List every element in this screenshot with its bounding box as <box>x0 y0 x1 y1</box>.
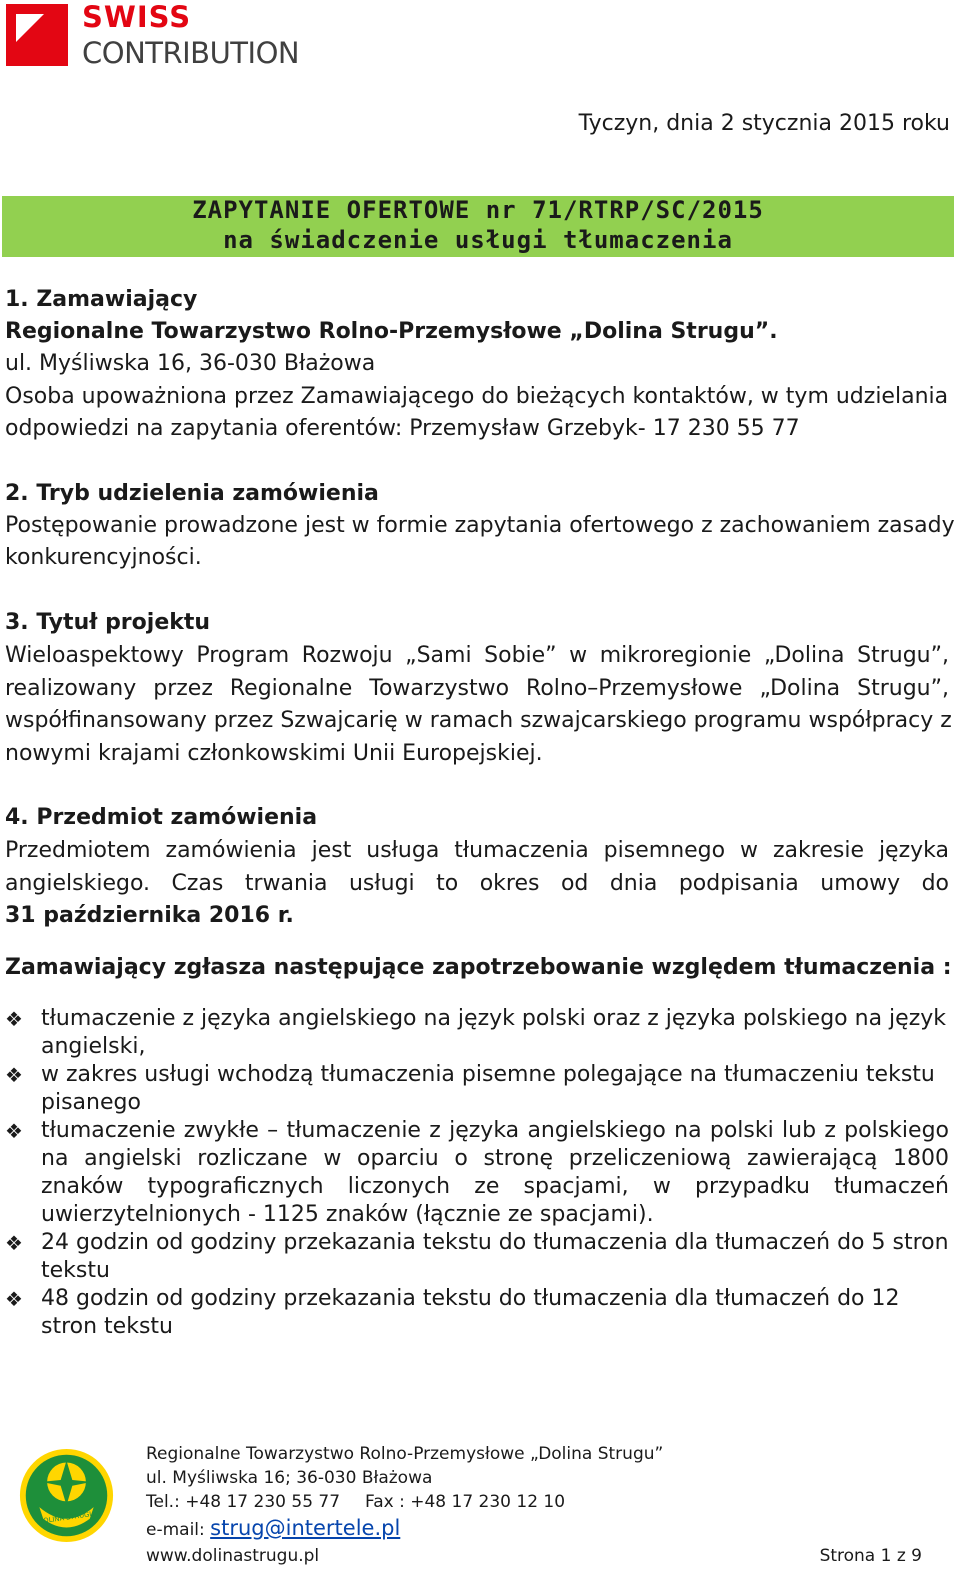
list-item <box>5 1005 949 1061</box>
list-item-text: 24 godzin od godziny przekazania tekstu do tłumaczenia dla tłumaczeń do 5 stron tekstu <box>41 1230 949 1283</box>
list-item-text: tłumaczenie zwykłe – tłumaczenie z języka angielskiego na polski lub z polskiego na angielski rozliczane w oparciu o stronę przeliczeniową zawierającą 1800 znaków typograficznych liczonych ze spacjami, w przypadku tłumaczeń uwierzytelnionych - 1125 znaków (łącznie ze spacjami). <box>41 1118 949 1227</box>
footer-address: ul. Myśliwska 16; 36-030 Błażowa <box>146 1468 433 1488</box>
list-item <box>5 1061 949 1117</box>
footer-phone: Tel.: +48 17 230 55 77 <box>146 1492 341 1512</box>
section-3-heading: 3. Tytuł projektu <box>5 610 211 635</box>
diamond-bullet-icon: ❖ <box>5 1007 23 1031</box>
diamond-bullet-icon: ❖ <box>5 1287 23 1311</box>
logo-text-swiss: SWISS <box>82 0 192 34</box>
diamond-bullet-icon: ❖ <box>5 1063 23 1087</box>
section-2-heading: 2. Tryb udzielenia zamówienia <box>5 481 379 506</box>
project-line-2: realizowany przez Regionalne Towarzystwo Rolno–Przemysłowe „Dolina Strugu”, <box>5 675 949 701</box>
document-title: ZAPYTANIE OFERTOWE nr 71/RTRP/SC/2015 <box>192 196 764 224</box>
footer-website[interactable]: www.dolinastrugu.pl <box>146 1546 320 1566</box>
list-item-text: w zakres usługi wchodzą tłumaczenia pisemne polegające na tłumaczeniu tekstu pisanego <box>41 1062 935 1115</box>
swiss-flag-icon <box>6 4 68 66</box>
list-item <box>5 1285 949 1341</box>
project-line-4: nowymi krajami członkowskimi Unii Europejskiej. <box>5 740 543 766</box>
project-line-3: współfinansowany przez Szwajcarię w ramach szwajcarskiego programu współpracy z <box>5 708 952 733</box>
contact-line-1: Osoba upoważniona przez Zamawiającego do bieżących kontaktów, w tym udzielania <box>5 384 949 409</box>
needs-list <box>5 1005 949 1341</box>
subject-line-3: 31 października 2016 r. <box>5 903 294 928</box>
procedure-line-2: konkurencyjności. <box>5 545 202 570</box>
page-number: Strona 1 z 9 <box>819 1546 922 1566</box>
document-subtitle: na świadczenie usługi tłumaczenia <box>223 226 733 254</box>
list-item-text: tłumaczenie z języka angielskiego na język polski oraz z języka polskiego na język angielski, <box>41 1006 946 1059</box>
logo-text-contribution: CONTRIBUTION <box>82 36 300 70</box>
list-item <box>5 1117 949 1229</box>
subject-line-2: angielskiego. Czas trwania usługi to okres od dnia podpisania umowy do <box>5 870 949 896</box>
footer-fax: Fax : +48 17 230 12 10 <box>365 1492 566 1512</box>
list-item <box>5 1229 949 1285</box>
contact-line-2: odpowiedzi na zapytania oferentów: Przemysław Grzebyk- 17 230 55 77 <box>5 416 800 441</box>
section-4-heading: 4. Przedmiot zamówienia <box>5 805 318 830</box>
procedure-line-1: Postępowanie prowadzone jest w formie zapytania ofertowego z zachowaniem zasady <box>5 513 955 538</box>
swiss-contribution-logo <box>6 2 326 72</box>
footer-email-link[interactable]: strug@intertele.pl <box>210 1516 401 1540</box>
list-item-text: 48 godzin od godziny przekazania tekstu do tłumaczenia dla tłumaczeń do 12 stron tekstu <box>41 1286 900 1339</box>
needs-heading: Zamawiający zgłasza następujące zapotrzebowanie względem tłumaczenia : <box>5 955 952 980</box>
section-1-heading: 1. Zamawiający <box>5 287 198 312</box>
subject-paragraph <box>5 835 949 933</box>
contracting-address: ul. Myśliwska 16, 36-030 Błażowa <box>5 351 376 376</box>
footer-email-label: e-mail: <box>146 1520 205 1540</box>
footer-email-row <box>146 1516 400 1542</box>
dolina-strugu-logo <box>18 1447 115 1544</box>
diamond-bullet-icon: ❖ <box>5 1119 23 1143</box>
subject-line-1: Przedmiotem zamówienia jest usługa tłumaczenia pisemnego w zakresie języka <box>5 838 949 863</box>
contracting-org: Regionalne Towarzystwo Rolno-Przemysłowe „Dolina Strugu”. <box>5 319 778 344</box>
project-title-paragraph <box>5 640 952 770</box>
title-banner <box>2 196 954 257</box>
diamond-bullet-icon: ❖ <box>5 1231 23 1255</box>
footer-org: Regionalne Towarzystwo Rolno-Przemysłowe „Dolina Strugu” <box>146 1444 664 1464</box>
document-date: Tyczyn, dnia 2 stycznia 2015 roku <box>578 111 950 136</box>
footer-logo-text: DOLINA STRUGU <box>37 1509 95 1526</box>
project-line-1: Wieloaspektowy Program Rozwoju „Sami Sobie” w mikroregionie „Dolina Strugu”, <box>5 643 949 668</box>
